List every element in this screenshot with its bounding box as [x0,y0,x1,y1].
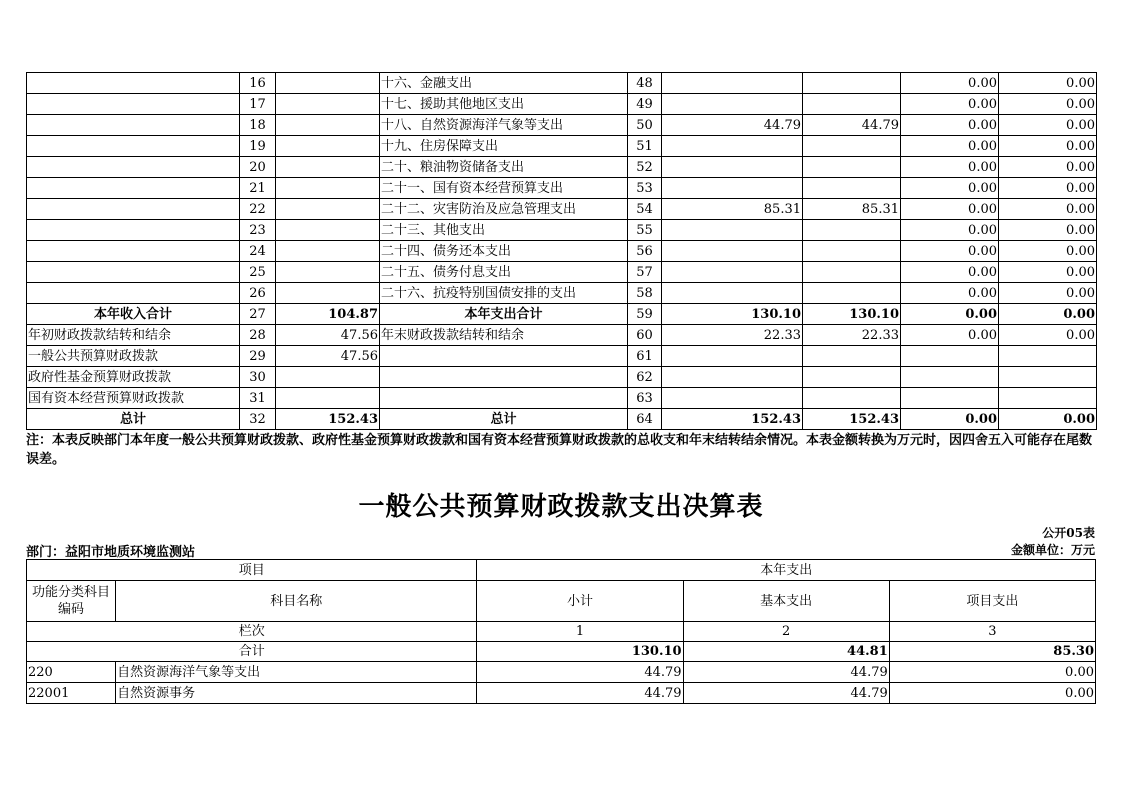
fund-budget-expense: 0.00 [901,157,999,178]
general-budget-expense: 130.10 [803,304,901,325]
fund-budget-expense: 0.00 [901,409,999,430]
table-row [27,136,1097,157]
state-capital-expense: 0.00 [999,283,1097,304]
state-capital-expense [999,367,1097,388]
table-row [27,157,1097,178]
income-amount: 47.56 [276,346,380,367]
header-year-expense: 本年支出 [477,560,1096,581]
expense-item: 二十六、抗疫特别国债安排的支出 [380,283,628,304]
income-expense-summary-table [26,72,1097,430]
table-note: 注：本表反映部门本年度一般公共预算财政拨款、政府性基金预算财政拨款和国有资本经营预算财政拨款的总收支和年末结转结余情况。本表金额转换为万元时，因四舍五入可能存在尾数误差。 [26,433,1093,467]
general-budget-expense [803,178,901,199]
income-item [27,262,240,283]
header-row-1 [27,560,1096,581]
total-row [27,642,1096,662]
income-amount [276,283,380,304]
expenditure-table [26,559,1096,704]
state-capital-expense: 0.00 [999,304,1097,325]
state-capital-expense: 0.00 [999,157,1097,178]
expense-total [662,241,803,262]
income-line-no: 29 [240,346,276,367]
row-code: 220 [27,662,116,683]
expense-item: 二十二、灾害防治及应急管理支出 [380,199,628,220]
table-row [27,346,1097,367]
fund-budget-expense: 0.00 [901,73,999,94]
general-budget-expense: 85.31 [803,199,901,220]
expense-item [380,367,628,388]
column-label: 栏次 [27,622,477,642]
table-row [27,178,1097,199]
table-row [27,262,1097,283]
expense-item: 十八、自然资源海洋气象等支出 [380,115,628,136]
department-label: 部门：益阳市地质环境监测站 [26,545,196,560]
amount-unit-label: 金额单位：万元 [1010,543,1095,557]
income-amount [276,115,380,136]
expense-line-no: 60 [628,325,662,346]
table-row [27,367,1097,388]
expense-item: 年末财政拨款结转和结余 [380,325,628,346]
expense-item: 十七、援助其他地区支出 [380,94,628,115]
row-project: 0.00 [889,683,1095,704]
income-line-no: 22 [240,199,276,220]
income-amount [276,262,380,283]
income-amount [276,94,380,115]
general-budget-expense [803,283,901,304]
expense-line-no: 48 [628,73,662,94]
expense-line-no: 62 [628,367,662,388]
general-budget-expense [803,136,901,157]
expense-total [662,262,803,283]
expense-total [662,283,803,304]
general-budget-expense [803,262,901,283]
income-amount [276,367,380,388]
expense-total: 85.31 [662,199,803,220]
expense-line-no: 54 [628,199,662,220]
income-line-no: 23 [240,220,276,241]
income-item: 政府性基金预算财政拨款 [27,367,240,388]
expense-line-no: 64 [628,409,662,430]
column-2: 2 [683,622,889,642]
fund-budget-expense: 0.00 [901,94,999,115]
fund-budget-expense: 0.00 [901,220,999,241]
income-item [27,241,240,262]
income-amount: 47.56 [276,325,380,346]
general-budget-expense: 152.43 [803,409,901,430]
header-name: 科目名称 [116,581,477,622]
income-item: 总计 [27,409,240,430]
table-row [27,388,1097,409]
state-capital-expense: 0.00 [999,199,1097,220]
row-name: 自然资源事务 [116,683,477,704]
income-item: 国有资本经营预算财政拨款 [27,388,240,409]
income-amount: 152.43 [276,409,380,430]
income-line-no: 25 [240,262,276,283]
table-row [27,115,1097,136]
fund-budget-expense [901,367,999,388]
income-amount [276,199,380,220]
expense-item: 二十一、国有资本经营预算支出 [380,178,628,199]
income-line-no: 20 [240,157,276,178]
expense-line-no: 58 [628,283,662,304]
income-line-no: 24 [240,241,276,262]
expense-total [662,94,803,115]
state-capital-expense [999,388,1097,409]
fund-budget-expense [901,388,999,409]
income-amount [276,73,380,94]
fund-budget-expense: 0.00 [901,304,999,325]
expense-item: 十六、金融支出 [380,73,628,94]
header-basic: 基本支出 [683,581,889,622]
general-budget-expense [803,220,901,241]
income-item: 一般公共预算财政拨款 [27,346,240,367]
row-subtotal: 44.79 [477,683,683,704]
income-line-no: 18 [240,115,276,136]
expense-total: 130.10 [662,304,803,325]
expense-total: 44.79 [662,115,803,136]
expense-item [380,346,628,367]
income-item [27,73,240,94]
income-item [27,94,240,115]
general-budget-expense [803,388,901,409]
expense-total [662,136,803,157]
expense-total: 152.43 [662,409,803,430]
expense-item [380,388,628,409]
expense-total: 22.33 [662,325,803,346]
state-capital-expense: 0.00 [999,241,1097,262]
page-title: 一般公共预算财政拨款支出决算表 [358,492,764,522]
expense-total [662,178,803,199]
fund-budget-expense: 0.00 [901,178,999,199]
total-project: 85.30 [889,642,1095,662]
income-line-no: 30 [240,367,276,388]
expense-line-no: 57 [628,262,662,283]
expense-item: 二十、粮油物资储备支出 [380,157,628,178]
income-item: 本年收入合计 [27,304,240,325]
income-item [27,136,240,157]
form-number: 公开05表 [1042,526,1095,540]
general-budget-expense [803,157,901,178]
expense-line-no: 61 [628,346,662,367]
income-line-no: 26 [240,283,276,304]
expense-total [662,346,803,367]
total-label: 合计 [27,642,477,662]
expense-total [662,388,803,409]
fund-budget-expense: 0.00 [901,262,999,283]
expense-line-no: 49 [628,94,662,115]
table-row [27,73,1097,94]
state-capital-expense: 0.00 [999,73,1097,94]
table-row [27,241,1097,262]
general-budget-expense [803,367,901,388]
total-basic: 44.81 [683,642,889,662]
state-capital-expense: 0.00 [999,325,1097,346]
income-line-no: 21 [240,178,276,199]
expense-line-no: 52 [628,157,662,178]
header-code: 功能分类科目编码 [27,581,116,622]
income-item [27,283,240,304]
income-item: 年初财政拨款结转和结余 [27,325,240,346]
expense-total [662,220,803,241]
table-row [27,683,1096,704]
income-item [27,178,240,199]
general-budget-expense [803,73,901,94]
row-basic: 44.79 [683,662,889,683]
state-capital-expense [999,346,1097,367]
total-subtotal: 130.10 [477,642,683,662]
expense-line-no: 50 [628,115,662,136]
income-item [27,115,240,136]
expense-item: 总计 [380,409,628,430]
state-capital-expense: 0.00 [999,220,1097,241]
state-capital-expense: 0.00 [999,262,1097,283]
general-budget-expense [803,94,901,115]
column-3: 3 [889,622,1095,642]
table-row [27,409,1097,430]
column-1: 1 [477,622,683,642]
expense-line-no: 59 [628,304,662,325]
income-amount [276,388,380,409]
income-amount [276,220,380,241]
state-capital-expense: 0.00 [999,115,1097,136]
expense-line-no: 55 [628,220,662,241]
fund-budget-expense: 0.00 [901,136,999,157]
income-line-no: 16 [240,73,276,94]
state-capital-expense: 0.00 [999,178,1097,199]
income-line-no: 17 [240,94,276,115]
general-budget-expense [803,241,901,262]
expense-total [662,367,803,388]
income-amount [276,157,380,178]
row-subtotal: 44.79 [477,662,683,683]
income-amount [276,241,380,262]
expense-total [662,157,803,178]
income-amount [276,178,380,199]
expense-item: 二十五、债务付息支出 [380,262,628,283]
expense-item: 二十四、债务还本支出 [380,241,628,262]
fund-budget-expense: 0.00 [901,115,999,136]
table-row [27,662,1096,683]
fund-budget-expense: 0.00 [901,325,999,346]
income-amount: 104.87 [276,304,380,325]
table-row [27,220,1097,241]
table-row [27,94,1097,115]
summary-table-body [27,73,1097,430]
table-row [27,283,1097,304]
income-item [27,220,240,241]
table-row [27,199,1097,220]
table-row [27,325,1097,346]
expense-line-no: 63 [628,388,662,409]
header-item: 项目 [27,560,477,581]
income-line-no: 27 [240,304,276,325]
column-number-row [27,622,1096,642]
row-project: 0.00 [889,662,1095,683]
expense-line-no: 53 [628,178,662,199]
row-code: 22001 [27,683,116,704]
income-item [27,199,240,220]
expense-line-no: 56 [628,241,662,262]
fund-budget-expense: 0.00 [901,199,999,220]
income-line-no: 32 [240,409,276,430]
expense-item: 本年支出合计 [380,304,628,325]
fund-budget-expense: 0.00 [901,241,999,262]
expense-item: 十九、住房保障支出 [380,136,628,157]
expense-line-no: 51 [628,136,662,157]
table-row [27,304,1097,325]
row-name: 自然资源海洋气象等支出 [116,662,477,683]
fund-budget-expense [901,346,999,367]
header-subtotal: 小计 [477,581,683,622]
state-capital-expense: 0.00 [999,409,1097,430]
income-amount [276,136,380,157]
general-budget-expense [803,346,901,367]
general-budget-expense: 44.79 [803,115,901,136]
row-basic: 44.79 [683,683,889,704]
expense-total [662,73,803,94]
income-line-no: 19 [240,136,276,157]
general-budget-expense: 22.33 [803,325,901,346]
income-line-no: 28 [240,325,276,346]
header-row-2 [27,581,1096,622]
fund-budget-expense: 0.00 [901,283,999,304]
expense-item: 二十三、其他支出 [380,220,628,241]
income-line-no: 31 [240,388,276,409]
income-item [27,157,240,178]
state-capital-expense: 0.00 [999,94,1097,115]
state-capital-expense: 0.00 [999,136,1097,157]
header-project: 项目支出 [889,581,1095,622]
